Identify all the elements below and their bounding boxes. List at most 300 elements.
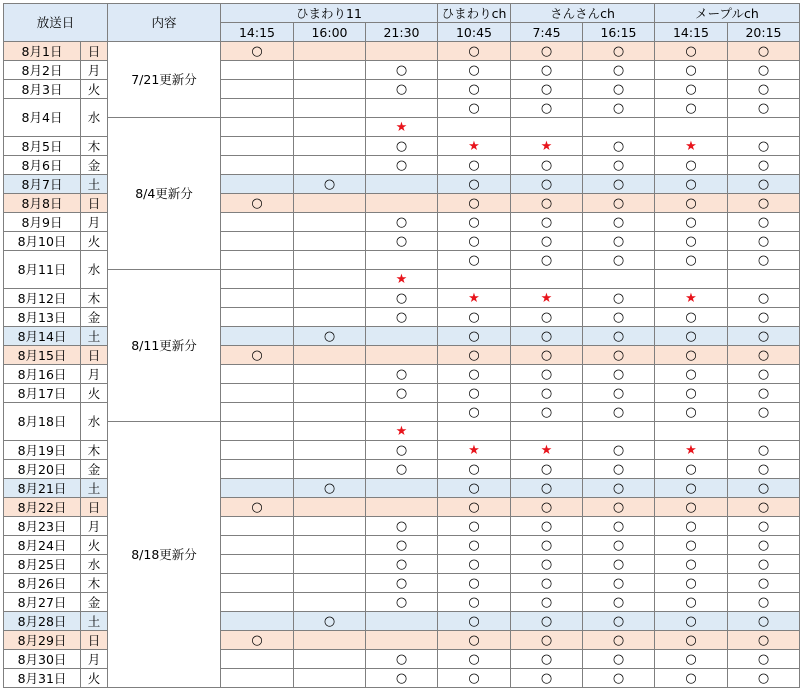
- schedule-cell: [221, 403, 294, 422]
- schedule-cell: [728, 308, 800, 327]
- circle-mark: ○: [612, 44, 625, 59]
- schedule-cell: [294, 574, 366, 593]
- circle-mark: ○: [468, 367, 480, 382]
- schedule-cell: [438, 536, 511, 555]
- circle-mark: ○: [468, 481, 480, 496]
- circle-mark: ○: [612, 443, 625, 458]
- schedule-cell: [728, 194, 800, 213]
- schedule-cell: [511, 118, 583, 137]
- circle-mark: ○: [612, 614, 625, 629]
- circle-mark: ○: [540, 367, 553, 382]
- schedule-cell: [583, 42, 655, 61]
- schedule-cell: [655, 194, 728, 213]
- circle-mark: ○: [612, 500, 625, 515]
- circle-mark: ○: [395, 234, 408, 249]
- date-cell: 8月13日: [4, 308, 81, 327]
- schedule-cell: [366, 42, 438, 61]
- schedule-cell: [294, 593, 366, 612]
- circle-mark: ○: [540, 386, 553, 401]
- circle-mark: ○: [395, 367, 408, 382]
- circle-mark: ○: [540, 310, 553, 325]
- schedule-cell: [728, 422, 800, 441]
- weekday-cell: 月: [81, 517, 108, 536]
- weekday-cell: 水: [81, 403, 108, 441]
- schedule-cell: [583, 118, 655, 137]
- update-group-cell: 8/11更新分: [108, 270, 221, 422]
- circle-mark: ○: [757, 101, 770, 116]
- schedule-cell: [583, 403, 655, 422]
- circle-mark: ○: [468, 652, 480, 667]
- schedule-cell: [583, 555, 655, 574]
- schedule-cell: [221, 61, 294, 80]
- circle-mark: ○: [468, 633, 480, 648]
- circle-mark: ○: [612, 329, 625, 344]
- circle-mark: ○: [540, 500, 553, 515]
- schedule-cell: [511, 232, 583, 251]
- schedule-cell: [221, 80, 294, 99]
- weekday-cell: 火: [81, 80, 108, 99]
- schedule-cell: [294, 213, 366, 232]
- circle-mark: ○: [395, 671, 408, 686]
- schedule-cell: [728, 61, 800, 80]
- circle-mark: ○: [612, 196, 625, 211]
- date-cell: 8月19日: [4, 441, 81, 460]
- schedule-cell: [728, 479, 800, 498]
- schedule-cell: [728, 213, 800, 232]
- star-mark: ★: [540, 139, 553, 154]
- schedule-cell: [294, 669, 366, 688]
- schedule-cell: [655, 270, 728, 289]
- schedule-cell: [511, 270, 583, 289]
- circle-mark: ○: [468, 177, 480, 192]
- schedule-cell: [511, 574, 583, 593]
- weekday-cell: 木: [81, 137, 108, 156]
- schedule-cell: [221, 327, 294, 346]
- star-mark: ★: [468, 291, 480, 306]
- schedule-cell: [728, 517, 800, 536]
- weekday-cell: 土: [81, 479, 108, 498]
- date-cell: 8月18日: [4, 403, 81, 441]
- schedule-cell: [583, 669, 655, 688]
- schedule-cell: [438, 460, 511, 479]
- circle-mark: ○: [612, 310, 625, 325]
- time-header: 20:15: [728, 23, 800, 42]
- schedule-cell: [366, 232, 438, 251]
- schedule-cell: [221, 536, 294, 555]
- circle-mark: ○: [757, 177, 770, 192]
- circle-mark: ○: [685, 671, 697, 686]
- schedule-cell: [438, 631, 511, 650]
- schedule-cell: [655, 650, 728, 669]
- schedule-cell: [728, 536, 800, 555]
- weekday-cell: 水: [81, 99, 108, 137]
- schedule-cell: [511, 156, 583, 175]
- circle-mark: ○: [468, 405, 480, 420]
- circle-mark: ○: [540, 462, 553, 477]
- date-cell: 8月30日: [4, 650, 81, 669]
- circle-mark: ○: [468, 500, 480, 515]
- schedule-cell: [221, 593, 294, 612]
- schedule-cell: [511, 251, 583, 270]
- weekday-cell: 火: [81, 536, 108, 555]
- schedule-cell: [655, 517, 728, 536]
- schedule-cell: [221, 118, 294, 137]
- circle-mark: ○: [757, 234, 770, 249]
- circle-mark: ○: [757, 633, 770, 648]
- circle-mark: ○: [685, 614, 697, 629]
- schedule-cell: [366, 384, 438, 403]
- table-row: [4, 118, 800, 137]
- schedule-cell: [655, 346, 728, 365]
- circle-mark: ○: [757, 44, 770, 59]
- circle-mark: ○: [540, 633, 553, 648]
- circle-mark: ○: [612, 538, 625, 553]
- schedule-cell: [438, 327, 511, 346]
- schedule-cell: [511, 80, 583, 99]
- schedule-cell: [583, 99, 655, 118]
- time-header: 16:00: [294, 23, 366, 42]
- schedule-cell: [655, 42, 728, 61]
- schedule-cell: [438, 289, 511, 308]
- schedule-cell: [655, 498, 728, 517]
- circle-mark: ○: [251, 196, 263, 211]
- schedule-cell: [583, 460, 655, 479]
- date-cell: 8月25日: [4, 555, 81, 574]
- circle-mark: ○: [323, 481, 336, 496]
- circle-mark: ○: [612, 481, 625, 496]
- schedule-cell: [511, 308, 583, 327]
- schedule-cell: [366, 460, 438, 479]
- circle-mark: ○: [251, 348, 263, 363]
- weekday-cell: 木: [81, 441, 108, 460]
- circle-mark: ○: [757, 595, 770, 610]
- schedule-cell: [366, 194, 438, 213]
- circle-mark: ○: [468, 348, 480, 363]
- date-cell: 8月23日: [4, 517, 81, 536]
- circle-mark: ○: [540, 63, 553, 78]
- schedule-cell: [366, 612, 438, 631]
- circle-mark: ○: [757, 348, 770, 363]
- date-cell: 8月31日: [4, 669, 81, 688]
- schedule-cell: [728, 365, 800, 384]
- schedule-cell: [438, 42, 511, 61]
- circle-mark: ○: [685, 462, 697, 477]
- schedule-cell: [221, 460, 294, 479]
- schedule-cell: [438, 517, 511, 536]
- schedule-cell: [511, 650, 583, 669]
- circle-mark: ○: [540, 215, 553, 230]
- circle-mark: ○: [468, 614, 480, 629]
- circle-mark: ○: [395, 158, 408, 173]
- circle-mark: ○: [612, 576, 625, 591]
- date-cell: 8月24日: [4, 536, 81, 555]
- schedule-cell: [655, 251, 728, 270]
- schedule-cell: [583, 175, 655, 194]
- schedule-cell: [511, 460, 583, 479]
- circle-mark: ○: [540, 538, 553, 553]
- circle-mark: ○: [395, 63, 408, 78]
- circle-mark: ○: [757, 329, 770, 344]
- circle-mark: ○: [612, 158, 625, 173]
- table-row: [4, 422, 800, 441]
- schedule-cell: [728, 460, 800, 479]
- schedule-cell: [366, 517, 438, 536]
- schedule-cell: [221, 612, 294, 631]
- circle-mark: ○: [540, 44, 553, 59]
- weekday-cell: 金: [81, 156, 108, 175]
- schedule-cell: [511, 42, 583, 61]
- schedule-cell: [728, 232, 800, 251]
- circle-mark: ○: [612, 633, 625, 648]
- circle-mark: ○: [540, 329, 553, 344]
- schedule-cell: [221, 365, 294, 384]
- schedule-cell: [583, 631, 655, 650]
- schedule-cell: [655, 441, 728, 460]
- circle-mark: ○: [685, 234, 697, 249]
- schedule-cell: [728, 289, 800, 308]
- circle-mark: ○: [685, 310, 697, 325]
- weekday-cell: 水: [81, 251, 108, 289]
- schedule-cell: [366, 498, 438, 517]
- channel-header: ひまわりch: [438, 4, 511, 23]
- circle-mark: ○: [540, 101, 553, 116]
- date-cell: 8月22日: [4, 498, 81, 517]
- schedule-cell: [438, 251, 511, 270]
- circle-mark: ○: [612, 215, 625, 230]
- schedule-cell: [583, 498, 655, 517]
- schedule-cell: [583, 327, 655, 346]
- schedule-cell: [511, 289, 583, 308]
- circle-mark: ○: [757, 443, 770, 458]
- schedule-cell: [366, 175, 438, 194]
- schedule-cell: [221, 289, 294, 308]
- circle-mark: ○: [685, 44, 697, 59]
- schedule-cell: [366, 327, 438, 346]
- schedule-cell: [366, 441, 438, 460]
- circle-mark: ○: [612, 63, 625, 78]
- schedule-cell: [583, 289, 655, 308]
- weekday-cell: 土: [81, 175, 108, 194]
- schedule-cell: [294, 80, 366, 99]
- schedule-cell: [728, 346, 800, 365]
- schedule-cell: [438, 232, 511, 251]
- circle-mark: ○: [685, 576, 697, 591]
- circle-mark: ○: [540, 557, 553, 572]
- schedule-cell: [511, 403, 583, 422]
- circle-mark: ○: [757, 576, 770, 591]
- weekday-cell: 金: [81, 308, 108, 327]
- schedule-cell: [294, 403, 366, 422]
- schedule-cell: [511, 61, 583, 80]
- schedule-cell: [294, 536, 366, 555]
- circle-mark: ○: [685, 101, 697, 116]
- schedule-cell: [366, 593, 438, 612]
- circle-mark: ○: [685, 329, 697, 344]
- date-cell: 8月16日: [4, 365, 81, 384]
- schedule-cell: [655, 384, 728, 403]
- circle-mark: ○: [468, 310, 480, 325]
- schedule-cell: [438, 99, 511, 118]
- circle-mark: ○: [612, 177, 625, 192]
- circle-mark: ○: [757, 652, 770, 667]
- schedule-cell: [438, 479, 511, 498]
- schedule-cell: [511, 99, 583, 118]
- circle-mark: ○: [685, 557, 697, 572]
- weekday-cell: 木: [81, 574, 108, 593]
- circle-mark: ○: [685, 481, 697, 496]
- schedule-cell: [728, 99, 800, 118]
- schedule-cell: [366, 365, 438, 384]
- schedule-cell: [511, 441, 583, 460]
- schedule-cell: [583, 61, 655, 80]
- star-mark: ★: [540, 291, 553, 306]
- schedule-cell: [583, 137, 655, 156]
- schedule-cell: [511, 479, 583, 498]
- date-cell: 8月9日: [4, 213, 81, 232]
- schedule-cell: [655, 61, 728, 80]
- schedule-cell: [511, 194, 583, 213]
- circle-mark: ○: [757, 386, 770, 401]
- circle-mark: ○: [685, 519, 697, 534]
- schedule-cell: [728, 631, 800, 650]
- time-header: 14:15: [221, 23, 294, 42]
- date-cell: 8月26日: [4, 574, 81, 593]
- date-cell: 8月14日: [4, 327, 81, 346]
- date-cell: 8月5日: [4, 137, 81, 156]
- circle-mark: ○: [468, 215, 480, 230]
- weekday-cell: 日: [81, 498, 108, 517]
- circle-mark: ○: [395, 462, 408, 477]
- weekday-cell: 日: [81, 42, 108, 61]
- schedule-cell: [438, 270, 511, 289]
- schedule-cell: [655, 593, 728, 612]
- circle-mark: ○: [685, 63, 697, 78]
- star-mark: ★: [540, 443, 553, 458]
- schedule-cell: [655, 137, 728, 156]
- schedule-cell: [583, 479, 655, 498]
- schedule-cell: [221, 213, 294, 232]
- schedule-cell: [728, 612, 800, 631]
- schedule-cell: [294, 156, 366, 175]
- schedule-cell: [221, 308, 294, 327]
- schedule-cell: [583, 384, 655, 403]
- date-cell: 8月11日: [4, 251, 81, 289]
- circle-mark: ○: [540, 196, 553, 211]
- circle-mark: ○: [757, 82, 770, 97]
- circle-mark: ○: [685, 348, 697, 363]
- date-cell: 8月3日: [4, 80, 81, 99]
- schedule-cell: [366, 213, 438, 232]
- circle-mark: ○: [395, 443, 408, 458]
- schedule-cell: [583, 365, 655, 384]
- schedule-cell: [583, 156, 655, 175]
- circle-mark: ○: [685, 538, 697, 553]
- schedule-cell: [728, 441, 800, 460]
- schedule-cell: [655, 118, 728, 137]
- schedule-cell: [366, 574, 438, 593]
- circle-mark: ○: [540, 82, 553, 97]
- schedule-cell: [294, 99, 366, 118]
- circle-mark: ○: [540, 253, 553, 268]
- schedule-cell: [655, 80, 728, 99]
- circle-mark: ○: [612, 557, 625, 572]
- schedule-cell: [294, 175, 366, 194]
- circle-mark: ○: [757, 538, 770, 553]
- schedule-cell: [294, 42, 366, 61]
- schedule-cell: [655, 403, 728, 422]
- schedule-cell: [221, 650, 294, 669]
- circle-mark: ○: [468, 158, 480, 173]
- circle-mark: ○: [757, 196, 770, 211]
- weekday-cell: 土: [81, 612, 108, 631]
- channel-header: ひまわり11: [221, 4, 438, 23]
- circle-mark: ○: [468, 386, 480, 401]
- schedule-cell: [294, 517, 366, 536]
- circle-mark: ○: [685, 633, 697, 648]
- schedule-cell: [221, 422, 294, 441]
- circle-mark: ○: [685, 253, 697, 268]
- schedule-cell: [438, 156, 511, 175]
- circle-mark: ○: [685, 82, 697, 97]
- schedule-cell: [583, 612, 655, 631]
- circle-mark: ○: [395, 538, 408, 553]
- circle-mark: ○: [612, 595, 625, 610]
- schedule-cell: [294, 118, 366, 137]
- circle-mark: ○: [757, 405, 770, 420]
- time-header: 21:30: [366, 23, 438, 42]
- circle-mark: ○: [757, 500, 770, 515]
- schedule-cell: [655, 460, 728, 479]
- schedule-cell: [366, 403, 438, 422]
- schedule-cell: [366, 650, 438, 669]
- circle-mark: ○: [757, 671, 770, 686]
- schedule-cell: [655, 289, 728, 308]
- table-row: [4, 270, 800, 289]
- schedule-cell: [511, 669, 583, 688]
- circle-mark: ○: [685, 386, 697, 401]
- circle-mark: ○: [323, 177, 336, 192]
- weekday-cell: 月: [81, 650, 108, 669]
- circle-mark: ○: [757, 158, 770, 173]
- schedule-cell: [438, 669, 511, 688]
- schedule-cell: [728, 574, 800, 593]
- circle-mark: ○: [251, 44, 263, 59]
- star-mark: ★: [468, 443, 480, 458]
- schedule-cell: [583, 536, 655, 555]
- weekday-cell: 火: [81, 384, 108, 403]
- star-mark: ★: [685, 443, 697, 458]
- schedule-cell: [221, 574, 294, 593]
- schedule-cell: [366, 156, 438, 175]
- date-cell: 8月29日: [4, 631, 81, 650]
- schedule-cell: [655, 99, 728, 118]
- date-cell: 8月8日: [4, 194, 81, 213]
- schedule-cell: [294, 346, 366, 365]
- circle-mark: ○: [612, 671, 625, 686]
- schedule-cell: [438, 365, 511, 384]
- schedule-cell: [438, 384, 511, 403]
- circle-mark: ○: [540, 671, 553, 686]
- circle-mark: ○: [395, 215, 408, 230]
- weekday-cell: 月: [81, 365, 108, 384]
- schedule-cell: [221, 156, 294, 175]
- schedule-cell: [583, 308, 655, 327]
- circle-mark: ○: [468, 671, 480, 686]
- schedule-cell: [221, 194, 294, 213]
- circle-mark: ○: [395, 576, 408, 591]
- schedule-cell: [583, 80, 655, 99]
- circle-mark: ○: [612, 386, 625, 401]
